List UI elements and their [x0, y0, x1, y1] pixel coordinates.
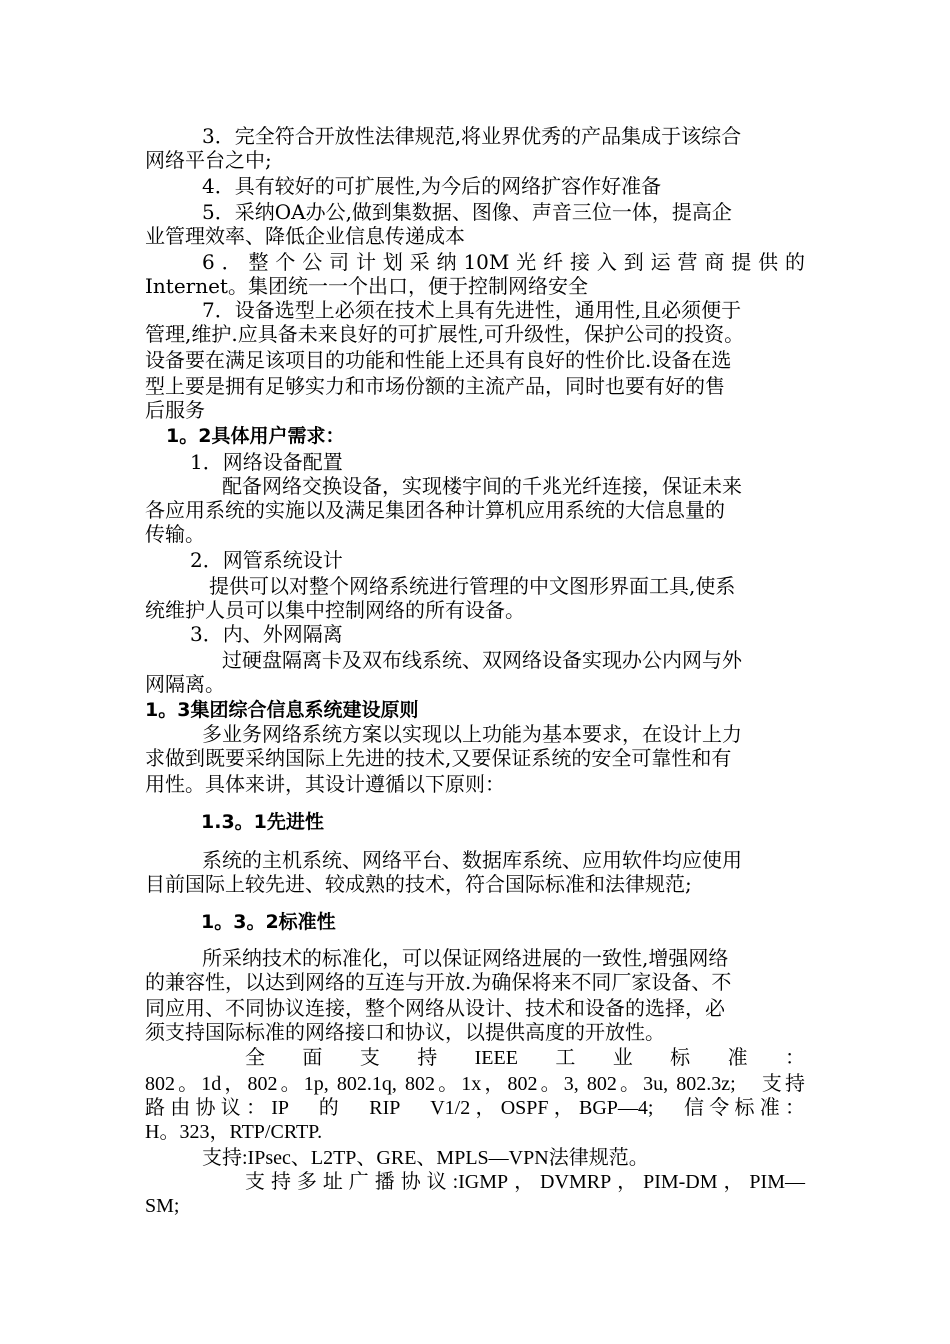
standards-line-1: 全 面 支 持 IEEE 工 业 标 准 ： — [245, 1047, 805, 1069]
item-2-text-line-2: 统维护人员可以集中控制网络的所有设备。 — [145, 598, 525, 622]
paragraph-6-line-1: 6．整个公司计划采纳10M光纤接入到运营商提供的 — [202, 250, 805, 274]
standards-line-4: H。323，RTP/CRTP. — [145, 1121, 323, 1143]
paragraph-5-line-1: 5．采纳OA办公,做到集数据、图像、声音三位一体，提高企 — [202, 200, 732, 224]
standards-line-2: 802。1d，802。1p, 802.1q, 802。1x，802。3, 802。3u, 802.3z; 支持 — [145, 1073, 805, 1095]
paragraph-6-line-2: Internet。集团统一一个出口，便于控制网络安全 — [145, 274, 588, 298]
section-1-3-intro-line-1: 多业务网络系统方案以实现以上功能为基本要求，在设计上力 — [202, 722, 742, 746]
support-protocols-line: 支持:IPsec、L2TP、GRE、MPLS—VPN法律规范。 — [202, 1147, 649, 1169]
subsection-1-3-2-text-line-1: 所采纳技术的标准化，可以保证网络进展的一致性,增强网络 — [202, 946, 729, 970]
standards-line-3: 路由协议：IP 的 RIP V1/2，OSPF，BGP—4; 信令标准： — [145, 1097, 805, 1119]
subsection-1-3-1-text-line-1: 系统的主机系统、网络平台、数据库系统、应用软件均应使用 — [202, 848, 742, 872]
item-1-text-line-3: 传输。 — [145, 522, 205, 546]
multicast-line-1: 支持多址广播协议:IGMP，DVMRP，PIM-DM，PIM— — [245, 1171, 805, 1193]
paragraph-4-line-1: 4．具有较好的可扩展性,为今后的网络扩容作好准备 — [202, 174, 662, 198]
item-1-title: 1．网络设备配置 — [190, 450, 343, 474]
item-3-text-line-2: 网隔离。 — [145, 672, 225, 696]
subsection-1-3-2-text-line-4: 须支持国际标准的网络接口和协议，以提供高度的开放性。 — [145, 1020, 665, 1044]
subsection-1-3-1-text-line-2: 目前国际上较先进、较成熟的技术，符合国际标准和法律规范; — [145, 872, 692, 896]
paragraph-5-line-2: 业管理效率、降低企业信息传递成本 — [145, 224, 465, 248]
paragraph-7-line-3: 设备要在满足该项目的功能和性能上还具有良好的性价比.设备在选 — [145, 348, 732, 372]
item-1-text-line-2: 各应用系统的实施以及满足集团各种计算机应用系统的大信息量的 — [145, 498, 725, 522]
paragraph-7-line-1: 7．设备选型上必须在技术上具有先进性，通用性,且必须便于 — [202, 298, 742, 322]
paragraph-7-line-4: 型上要是拥有足够实力和市场份额的主流产品，同时也要有好的售 — [145, 374, 725, 398]
section-1-3-heading: 1。3集团综合信息系统建设原则 — [145, 699, 419, 721]
subsection-1-3-2-text-line-2: 的兼容性，以达到网络的互连与开放.为确保将来不同厂家设备、不 — [145, 970, 732, 994]
section-1-2-heading: 1。2具体用户需求： — [166, 425, 345, 447]
item-3-text-line-1: 过硬盘隔离卡及双布线系统、双网络设备实现办公内网与外 — [222, 648, 742, 672]
item-1-text-line-1: 配备网络交换设备，实现楼宇间的千兆光纤连接，保证未来 — [222, 474, 742, 498]
paragraph-7-line-2: 管理,维护.应具备未来良好的可扩展性,可升级性，保护公司的投资。 — [145, 322, 745, 346]
multicast-line-2: SM; — [145, 1195, 180, 1217]
item-2-title: 2．网管系统设计 — [190, 548, 343, 572]
paragraph-7-line-5: 后服务 — [145, 398, 205, 422]
subsection-1-3-2-heading: 1。3。2标准性 — [201, 911, 336, 933]
subsection-1-3-2-text-line-3: 同应用、不同协议连接，整个网络从设计、技术和设备的选择，必 — [145, 996, 725, 1020]
item-2-text-line-1: 提供可以对整个网络系统进行管理的中文图形界面工具,使系 — [209, 574, 736, 598]
item-3-title: 3．内、外网隔离 — [190, 622, 343, 646]
subsection-1-3-1-heading: 1.3。1先进性 — [201, 811, 324, 833]
section-1-3-intro-line-2: 求做到既要采纳国际上先进的技术,又要保证系统的安全可靠性和有 — [145, 746, 732, 770]
paragraph-3-line-2: 网络平台之中; — [145, 148, 272, 172]
paragraph-3-line-1: 3．完全符合开放性法律规范,将业界优秀的产品集成于该综合 — [202, 124, 742, 148]
section-1-3-intro-line-3: 用性。具体来讲，其设计遵循以下原则： — [145, 772, 505, 796]
